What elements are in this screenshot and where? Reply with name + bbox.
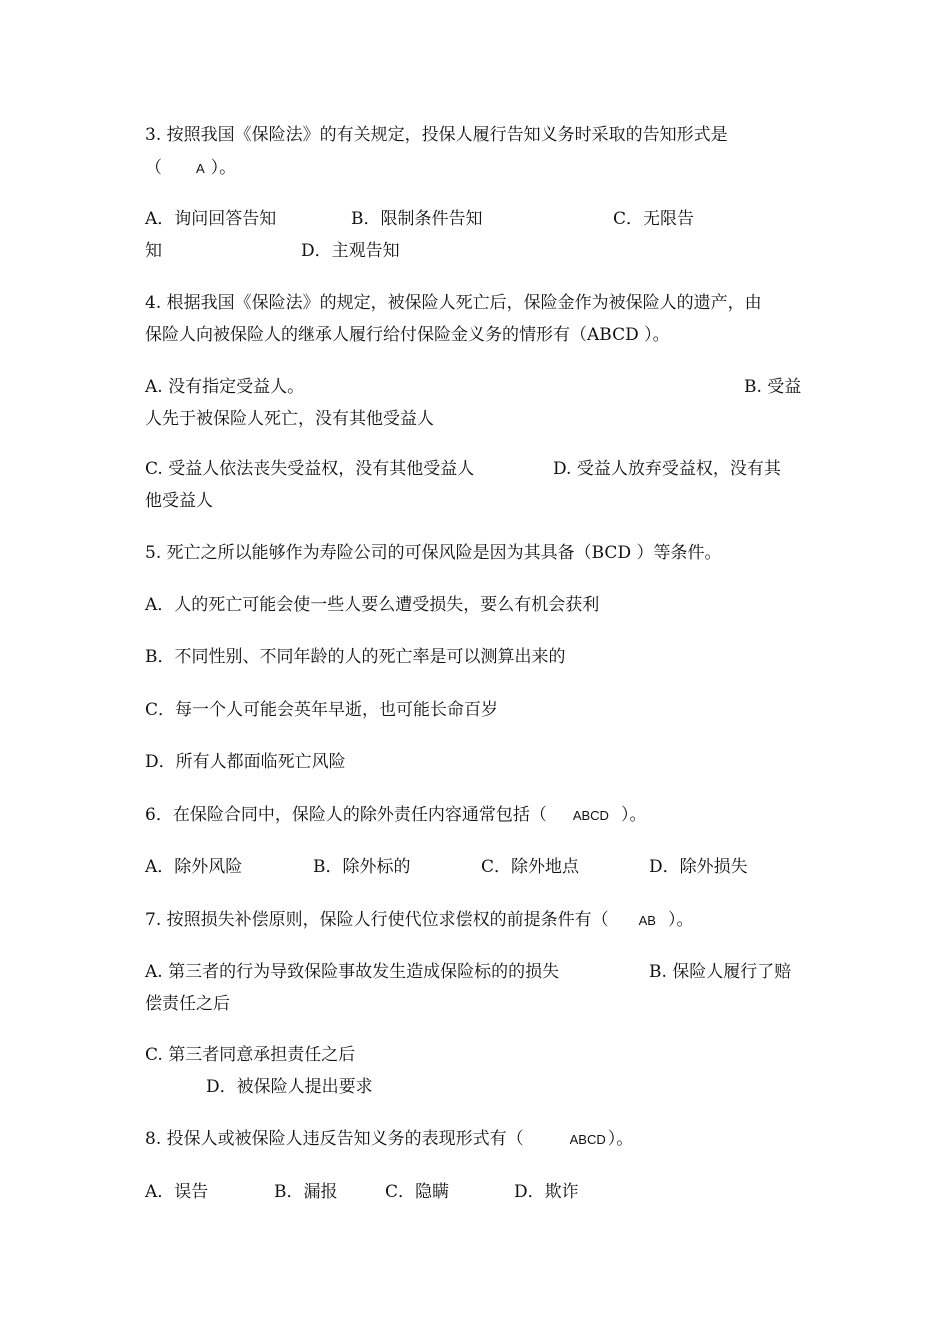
question-3-option-a: A．询问回答告知 <box>145 209 277 229</box>
question-7-option-b-cont: 偿责任之后 <box>145 994 230 1014</box>
question-4-option-d: D. 受益人放弃受益权，没有其 <box>553 459 781 479</box>
question-4-option-a: A. 没有指定受益人。 <box>145 377 305 397</box>
question-8-stem: 8. 投保人或被保险人违反告知义务的表现形式有（ ABCD ）。 <box>145 1129 634 1149</box>
question-3-stem: 3. 按照我国《保险法》的有关规定，投保人履行告知义务时采取的告知形式是 <box>145 125 728 145</box>
question-7-option-a: A. 第三者的行为导致保险事故发生造成保险标的的损失 <box>145 962 560 982</box>
question-7-stem: 7. 按照损失补偿原则，保险人行使代位求偿权的前提条件有（ AB ）。 <box>145 910 694 930</box>
question-8-answer: ABCD <box>569 1132 606 1147</box>
question-6-option-a: A．除外风险 <box>145 857 243 877</box>
question-3-option-d: D．主观告知 <box>301 241 400 261</box>
question-7-option-d: D．被保险人提出要求 <box>206 1077 373 1097</box>
question-7-option-b: B. 保险人履行了赔 <box>649 962 792 982</box>
question-8-option-c: C．隐瞒 <box>385 1182 450 1202</box>
question-6-option-d: D．除外损失 <box>649 857 748 877</box>
question-5-option-d: D．所有人都面临死亡风险 <box>145 752 346 772</box>
question-4-stem-line-2: 保险人向被保险人的继承人履行给付保险金义务的情形有（ABCD ）。 <box>145 325 670 345</box>
question-7-option-c: C. 第三者同意承担责任之后 <box>145 1045 356 1065</box>
question-6-stem: 6．在保险合同中，保险人的除外责任内容通常包括（ ABCD ）。 <box>145 805 647 825</box>
question-7-answer: AB <box>638 913 656 928</box>
question-3-option-c: C．无限告 <box>613 209 695 229</box>
question-8-option-d: D．欺诈 <box>514 1182 579 1202</box>
question-5-stem: 5. 死亡之所以能够作为寿险公司的可保风险是因为其具备（BCD ）等条件。 <box>145 543 722 563</box>
question-5-option-b: B．不同性别、不同年龄的人的死亡率是可以测算出来的 <box>145 647 566 667</box>
question-3-answer-line: （ A ）。 <box>145 158 237 178</box>
question-6-answer: ABCD <box>572 808 609 823</box>
question-4-option-d-cont: 他受益人 <box>145 491 213 511</box>
question-5-option-c: C．每一个人可能会英年早逝，也可能长命百岁 <box>145 700 499 720</box>
question-4-option-b-cont: 人先于被保险人死亡，没有其他受益人 <box>145 409 434 429</box>
question-3-answer: A <box>196 161 205 176</box>
question-6-option-c: C．除外地点 <box>481 857 580 877</box>
question-4-stem-line-1: 4. 根据我国《保险法》的规定，被保险人死亡后，保险金作为被保险人的遗产，由 <box>145 293 762 313</box>
question-8-option-b: B．漏报 <box>274 1182 338 1202</box>
question-5-option-a: A．人的死亡可能会使一些人要么遭受损失，要么有机会获利 <box>145 595 600 615</box>
question-4-option-c: C. 受益人依法丧失受益权，没有其他受益人 <box>145 459 475 479</box>
question-3-option-b: B．限制条件告知 <box>351 209 483 229</box>
question-8-option-a: A．误告 <box>145 1182 209 1202</box>
question-6-option-b: B．除外标的 <box>313 857 411 877</box>
question-3-option-c-cont: 知 <box>145 241 162 261</box>
question-4-option-b: B. 受益 <box>744 377 802 397</box>
